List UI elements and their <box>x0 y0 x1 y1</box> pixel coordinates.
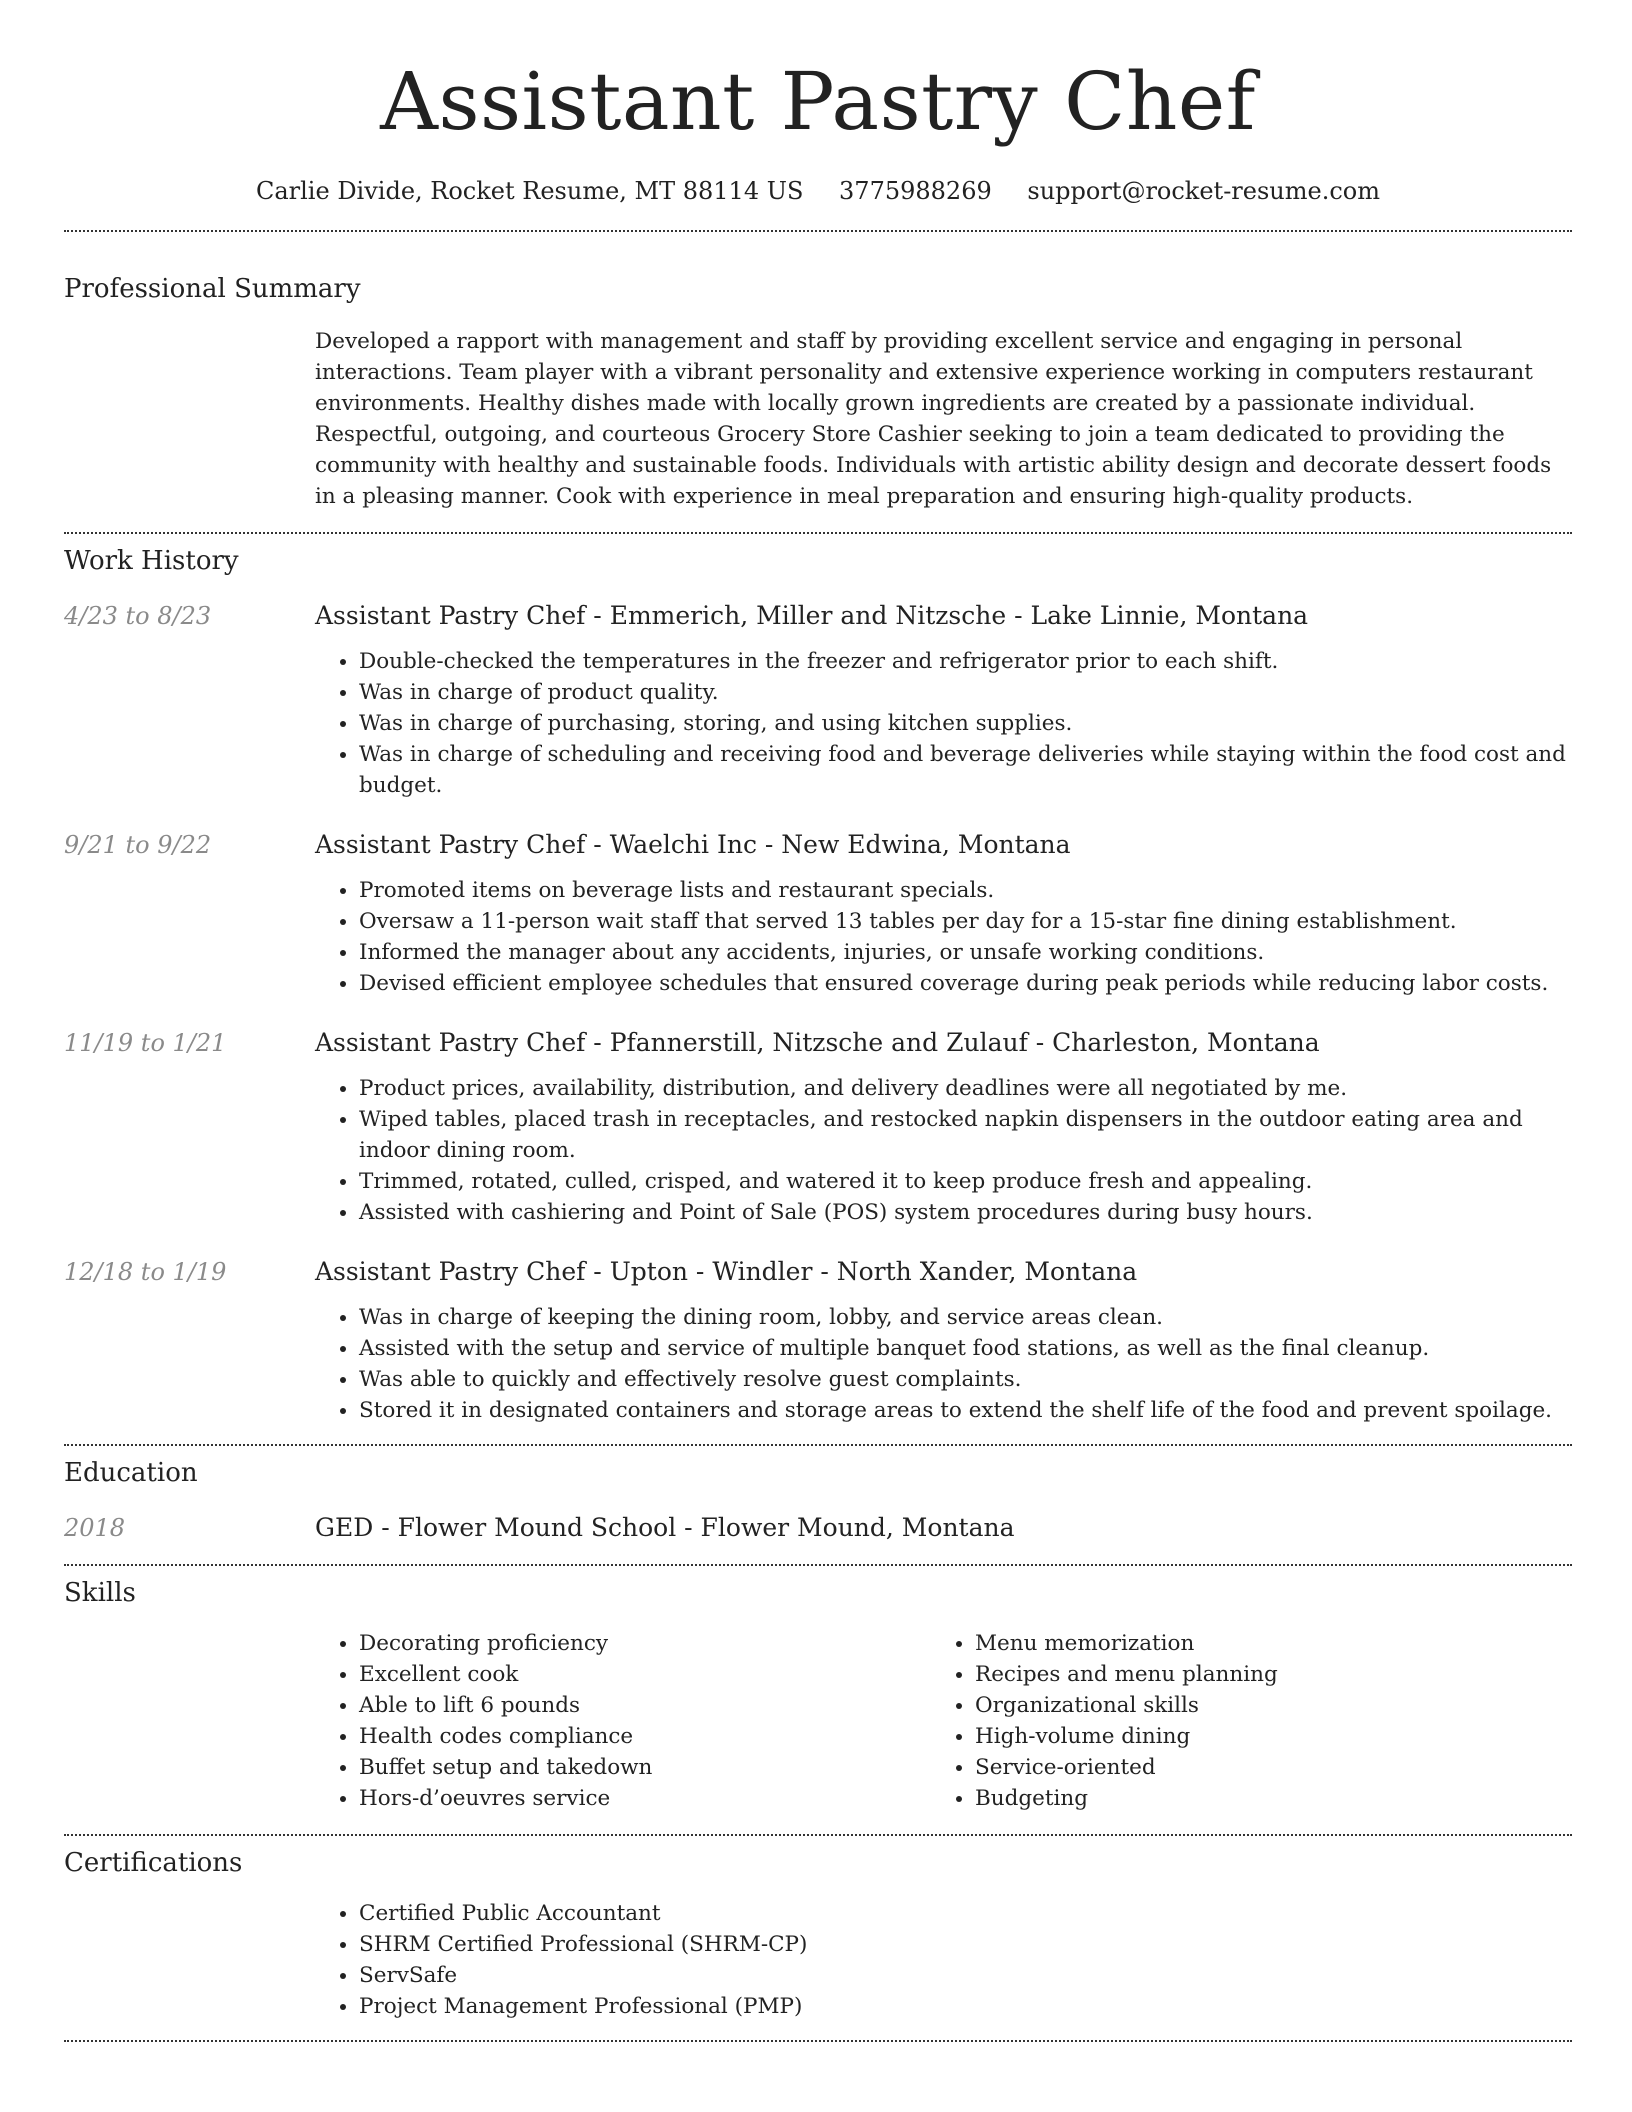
job-dates: 12/18 to 1/19 <box>64 1258 227 1286</box>
job-bullet: • Stored it in designated containers and storage areas to extend the shelf life of the food and prevent spoilage. <box>359 1395 1572 1426</box>
contact-address: Carlie Divide, Rocket Resume, MT 88114 US <box>255 177 804 205</box>
education-year: 2018 <box>64 1514 126 1542</box>
skill-item: • High-volume dining <box>975 1721 1547 1752</box>
job-bullet: • Was in charge of purchasing, storing, and using kitchen supplies. <box>359 708 1572 739</box>
skills-list-left <box>315 1628 931 1814</box>
skill-item: • Health codes compliance <box>359 1721 931 1752</box>
job-bullet: • Product prices, availability, distribution, and delivery deadlines were all negotiated by me. <box>359 1073 1572 1104</box>
job-bullet: • Was in charge of keeping the dining room, lobby, and service areas clean. <box>359 1302 1572 1333</box>
certification-item: • Certified Public Accountant <box>359 1898 1572 1929</box>
job-bullet: • Was in charge of product quality. <box>359 677 1572 708</box>
resume-page <box>64 0 1572 2042</box>
skill-item: • Menu memorization <box>975 1628 1547 1659</box>
section-title-work: Work History <box>64 546 239 576</box>
divider-certifications <box>64 2040 1572 2042</box>
divider-skills <box>64 1834 1572 1836</box>
contact-phone: 3775988269 <box>839 177 992 205</box>
job-bullet: • Wiped tables, placed trash in receptacles, and restocked napkin dispensers in the outdoor eating area and indoor dining room. <box>359 1104 1572 1166</box>
resume-title: Assistant Pastry Chef <box>380 55 1256 148</box>
job-title: Assistant Pastry Chef - Upton - Windler - North Xander, Montana <box>315 1257 1138 1286</box>
job-bullets <box>315 1073 1572 1228</box>
job-bullet: • Promoted items on beverage lists and restaurant specials. <box>359 875 1572 906</box>
job-bullets <box>315 1302 1572 1426</box>
job-bullets <box>315 875 1572 999</box>
skills-row <box>64 1628 1572 1814</box>
job-bullet: • Assisted with the setup and service of multiple banquet food stations, as well as the final cleanup. <box>359 1333 1572 1364</box>
certification-item: • Project Management Professional (PMP) <box>359 1991 1572 2022</box>
job-dates: 11/19 to 1/21 <box>64 1029 227 1057</box>
education-entry <box>64 1512 1572 1544</box>
job-entry <box>64 1027 1572 1228</box>
certification-item: • SHRM Certified Professional (SHRM-CP) <box>359 1929 1572 1960</box>
education-title: GED - Flower Mound School - Flower Mound, Montana <box>315 1513 1015 1542</box>
job-title: Assistant Pastry Chef - Pfannerstill, Nitzsche and Zulauf - Charleston, Montana <box>315 1028 1320 1057</box>
divider-education <box>64 1564 1572 1566</box>
certifications-row <box>64 1898 1572 2022</box>
job-title: Assistant Pastry Chef - Waelchi Inc - New Edwina, Montana <box>315 830 1071 859</box>
section-title-certifications: Certifications <box>64 1848 243 1878</box>
skill-item: • Excellent cook <box>359 1659 931 1690</box>
summary-row <box>64 326 1572 512</box>
job-entry <box>64 600 1572 801</box>
divider-work <box>64 1444 1572 1446</box>
job-bullet: • Trimmed, rotated, culled, crisped, and watered it to keep produce fresh and appealing. <box>359 1166 1572 1197</box>
job-entry <box>64 1256 1572 1426</box>
skill-item: • Able to lift 6 pounds <box>359 1690 931 1721</box>
skill-item: • Budgeting <box>975 1783 1547 1814</box>
section-title-education: Education <box>64 1458 198 1488</box>
certification-item: • ServSafe <box>359 1960 1572 1991</box>
divider-summary <box>64 532 1572 534</box>
job-bullets <box>315 646 1572 801</box>
skills-list-right <box>931 1628 1547 1814</box>
job-bullet: • Was able to quickly and effectively resolve guest complaints. <box>359 1364 1572 1395</box>
contact-line <box>64 174 1572 208</box>
job-bullet: • Devised efficient employee schedules that ensured coverage during peak periods while reducing labor costs. <box>359 968 1572 999</box>
skills-column-left <box>315 1628 931 1814</box>
job-dates: 9/21 to 9/22 <box>64 831 212 859</box>
contact-email: support@rocket-resume.com <box>1027 177 1380 205</box>
job-bullet: • Double-checked the temperatures in the freezer and refrigerator prior to each shift. <box>359 646 1572 677</box>
job-bullet: • Was in charge of scheduling and receiving food and beverage deliveries while staying within the food cost and budget. <box>359 739 1572 801</box>
job-bullet: • Assisted with cashiering and Point of Sale (POS) system procedures during busy hours. <box>359 1197 1572 1228</box>
section-title-summary: Professional Summary <box>64 274 361 304</box>
job-title: Assistant Pastry Chef - Emmerich, Miller and Nitzsche - Lake Linnie, Montana <box>315 601 1309 630</box>
skill-item: • Service-oriented <box>975 1752 1547 1783</box>
section-title-skills: Skills <box>64 1578 136 1608</box>
skills-grid <box>315 1628 1572 1814</box>
skill-item: • Decorating proficiency <box>359 1628 931 1659</box>
job-bullet: • Oversaw a 11-person wait staff that served 13 tables per day for a 15-star fine dining establishment. <box>359 906 1572 937</box>
certifications-list <box>315 1898 1572 2022</box>
job-dates: 4/23 to 8/23 <box>64 602 212 630</box>
summary-text: Developed a rapport with management and staff by providing excellent service and engaging in personal interactions. Team player with a vibrant personality and extensive experience working in computers restaurant environments. Healthy dishes made with locally grown ingredients are created by a passionate individual. Respectful, outgoing, and courteous Grocery Store Cashier seeking to join a team dedicated to providing the community with healthy and sustainable foods. Individuals with artistic ability design and decorate dessert foods in a pleasing manner. Cook with experience in meal preparation and ensuring high-quality products. <box>315 329 1552 509</box>
skill-item: • Organizational skills <box>975 1690 1547 1721</box>
skill-item: • Buffet setup and takedown <box>359 1752 931 1783</box>
divider-header <box>64 230 1572 232</box>
skills-column-right <box>931 1628 1547 1814</box>
skill-item: • Recipes and menu planning <box>975 1659 1547 1690</box>
job-bullet: • Informed the manager about any accidents, injuries, or unsafe working conditions. <box>359 937 1572 968</box>
skill-item: • Hors-d’oeuvres service <box>359 1783 931 1814</box>
job-entry <box>64 829 1572 999</box>
